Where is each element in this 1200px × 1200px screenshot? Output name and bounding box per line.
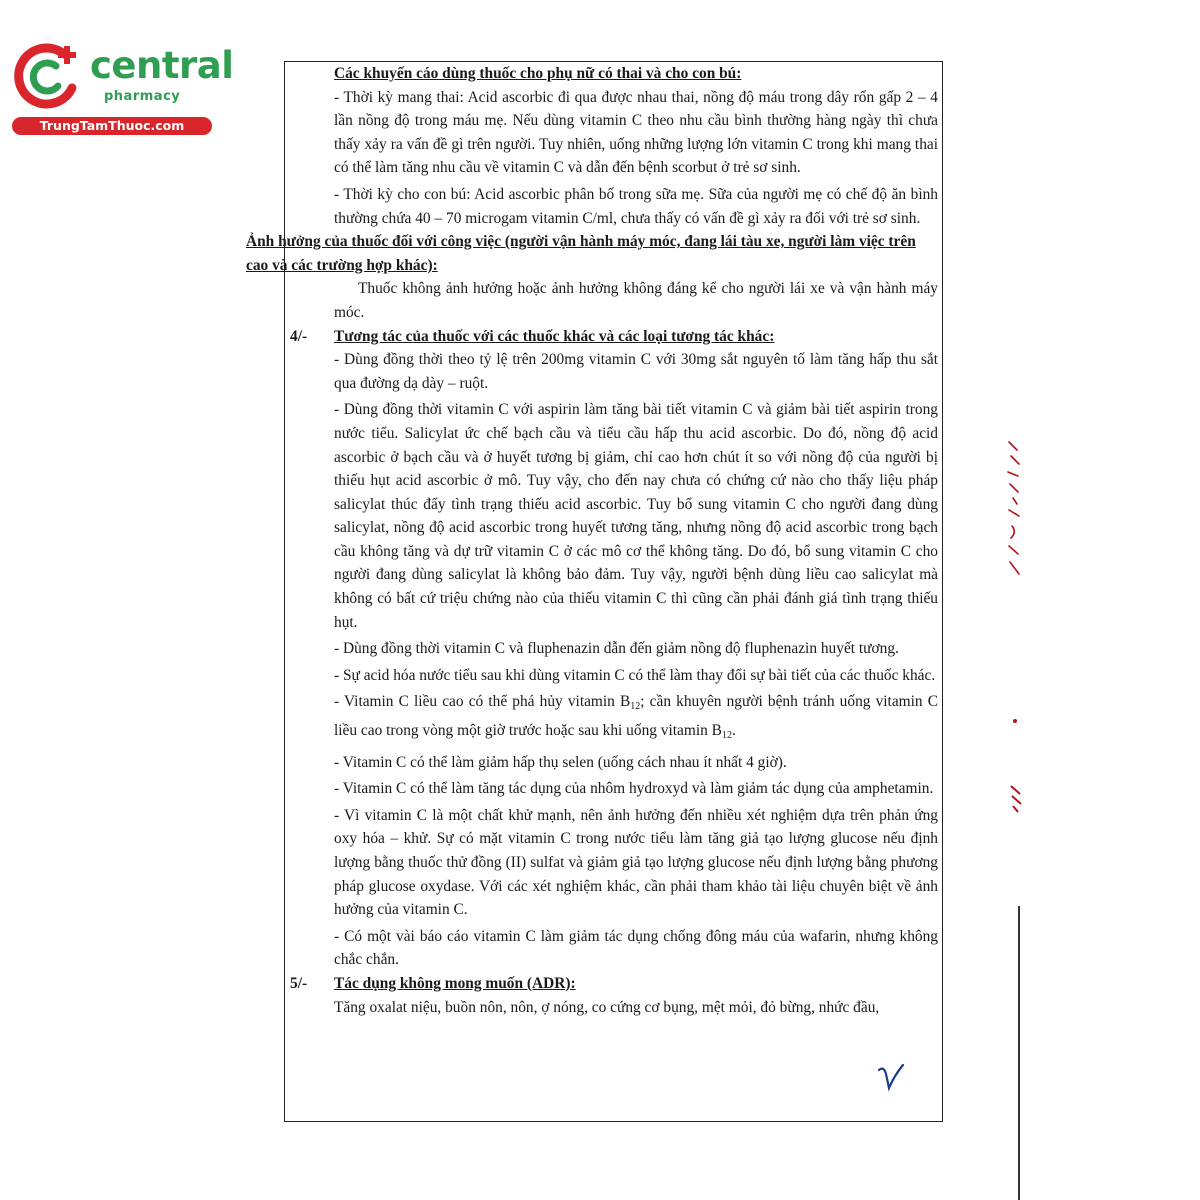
margin-mark-icon <box>1008 782 1024 814</box>
interaction-item-selenium: - Vitamin C có thể làm giảm hấp thụ selen (uống cách nhau ít nhất 4 giờ). <box>334 753 787 771</box>
logo-subtitle: pharmacy <box>104 89 181 104</box>
interaction-item-fluphenazine: - Dùng đồng thời vitamin C và fluphenazin dẫn đến giảm nồng độ fluphenazin huyết tương. <box>334 640 899 658</box>
heading-driving <box>246 230 938 277</box>
b12-text-2: ; cần khuyên người bệnh tránh uống vitamin C liều cao trong vòng một giờ trước hoặc sau khi uống vitamin B <box>334 693 939 740</box>
paragraph-lactation: - Thời kỳ cho con bú: Acid ascorbic phân bố trong sữa mẹ. Sữa của người mẹ có chế độ ăn bình thường chứa 40 – 70 microgam vitamin C/ml, chưa thấy có vấn đề gì xảy ra đối với trẻ sơ sinh. <box>334 185 938 227</box>
paragraph-adr: Tăng oxalat niệu, buồn nôn, nôn, ợ nóng, co cứng cơ bụng, mệt mỏi, đỏ bừng, nhức đầu, <box>334 998 880 1016</box>
interaction-item-iron: - Dùng đồng thời theo tỷ lệ trên 200mg vitamin C với 30mg sắt nguyên tố làm tăng hấp thu sắt qua đường dạ dày – ruột. <box>334 351 938 392</box>
heading-driving-text: Ảnh hưởng của thuốc đối với công việc (người vận hành máy móc, đang lái tàu xe, người làm việc trên cao và các trường hợp khác): <box>246 233 916 274</box>
paragraph-driving: Thuốc không ảnh hưởng hoặc ảnh hưởng không đáng kể cho người lái xe và vận hành máy móc. <box>334 280 938 321</box>
margin-border-line <box>1018 906 1020 1200</box>
section-5-heading <box>290 972 938 996</box>
interaction-item-urine-acidification: - Sự acid hóa nước tiểu sau khi dùng vitamin C có thể làm thay đổi sự bài tiết của các thuốc khác. <box>334 666 936 684</box>
interaction-item-b12 <box>290 690 938 747</box>
section-number-5: 5/- <box>290 974 308 992</box>
section-4-heading <box>290 325 938 349</box>
b12-subscript-1: 12 <box>630 701 641 713</box>
heading-adr: Tác dụng không mong muốn (ADR): <box>334 974 576 992</box>
document-content <box>246 62 939 1019</box>
heading-pregnancy: Các khuyến cáo dùng thuốc cho phụ nữ có thai và cho con bú: <box>334 65 742 82</box>
b12-text-3: . <box>731 722 736 740</box>
interaction-item-lab-tests: - Vì vitamin C là một chất khử mạnh, nên ảnh hưởng đến nhiều xét nghiệm dựa trên phản ứng oxy hóa – khử. Sự có mặt vitamin C trong nước tiểu làm tăng giả tạo lượng glucose nếu định lượng bằng thuốc thử đồng (II) sulfat và giảm giả tạo lượng glucose nếu định lượng bằng phương pháp glucose oxydase. Với các xét nghiệm khác, cần phải tham khảo tài liệu chuyên biệt về ảnh hưởng của vitamin C. <box>334 806 938 919</box>
paragraph-pregnancy: - Thời kỳ mang thai: Acid ascorbic đi qua được nhau thai, nồng độ máu trong dây rốn gấp 2 – 4 lần nồng độ trong máu mẹ. Nếu dùng vitamin C theo nhu cầu bình thường hàng ngày thì chưa thấy xảy ra vấn đề gì trên người. Tuy nhiên, uống những lượng lớn vitamin C trong khi mang thai có thể làm tăng nhu cầu về vitamin C và dẫn đến bệnh scorbut ở trẻ sơ sinh. <box>334 88 938 177</box>
handwritten-check-icon <box>876 1062 906 1092</box>
b12-subscript-2: 12 <box>721 730 732 742</box>
b12-text-1: - Vitamin C liều cao có thể phá hủy vitamin B <box>334 693 631 711</box>
interaction-item-warfarin: - Có một vài báo cáo vitamin C làm giảm tác dụng chống đông máu của wafarin, nhưng không chắc chắn. <box>334 927 938 969</box>
interaction-item-aluminium: - Vitamin C có thể làm tăng tác dụng của nhôm hydroxyd và làm giảm tác dụng của amphetamin. <box>334 780 934 798</box>
margin-dot-icon <box>1012 718 1018 724</box>
logo-name: central <box>90 44 234 87</box>
logo-url[interactable]: TrungTamThuoc.com <box>12 117 212 135</box>
section-number-4: 4/- <box>290 327 308 345</box>
margin-stamp-scribble-icon <box>1003 438 1025 578</box>
heading-interactions: Tương tác của thuốc với các thuốc khác và các loại tương tác khác: <box>334 327 775 345</box>
pharmacy-logo[interactable] <box>10 38 234 138</box>
logo-c-cross-icon <box>12 40 88 112</box>
interaction-item-aspirin: - Dùng đồng thời vitamin C với aspirin làm tăng bài tiết vitamin C và giảm bài tiết aspirin trong nước tiểu. Salicylat ức chế bạch cầu và tiểu cầu hấp thu acid ascorbic. Do đó, nồng độ acid ascorbic ở bạch cầu và ở huyết tương bị giảm, chỉ cao hơn chút ít so với nồng độ của người bị thiếu hụt acid ascorbic ở mô. Tuy vậy, cho đến nay chưa có chứng cứ nào cho thấy liệu pháp salicylat thúc đẩy tình trạng thiếu acid ascorbic. Tuy bổ sung vitamin C cho người đang dùng salicylat, nồng độ acid ascorbic trong huyết tương tăng, nhưng nồng độ acid ascorbic trong bạch cầu không tăng và dự trữ vitamin C ở các mô cơ thể không tăng. Do đó, bổ sung vitamin C cho người đang dùng salicylat là không bảo đảm. Tuy vậy, người bệnh dùng liều cao salicylat mà không có bất cứ triệu chứng nào của thiếu vitamin C thì cũng cần phải đánh giá tình trạng thiếu hụt. <box>334 401 938 631</box>
